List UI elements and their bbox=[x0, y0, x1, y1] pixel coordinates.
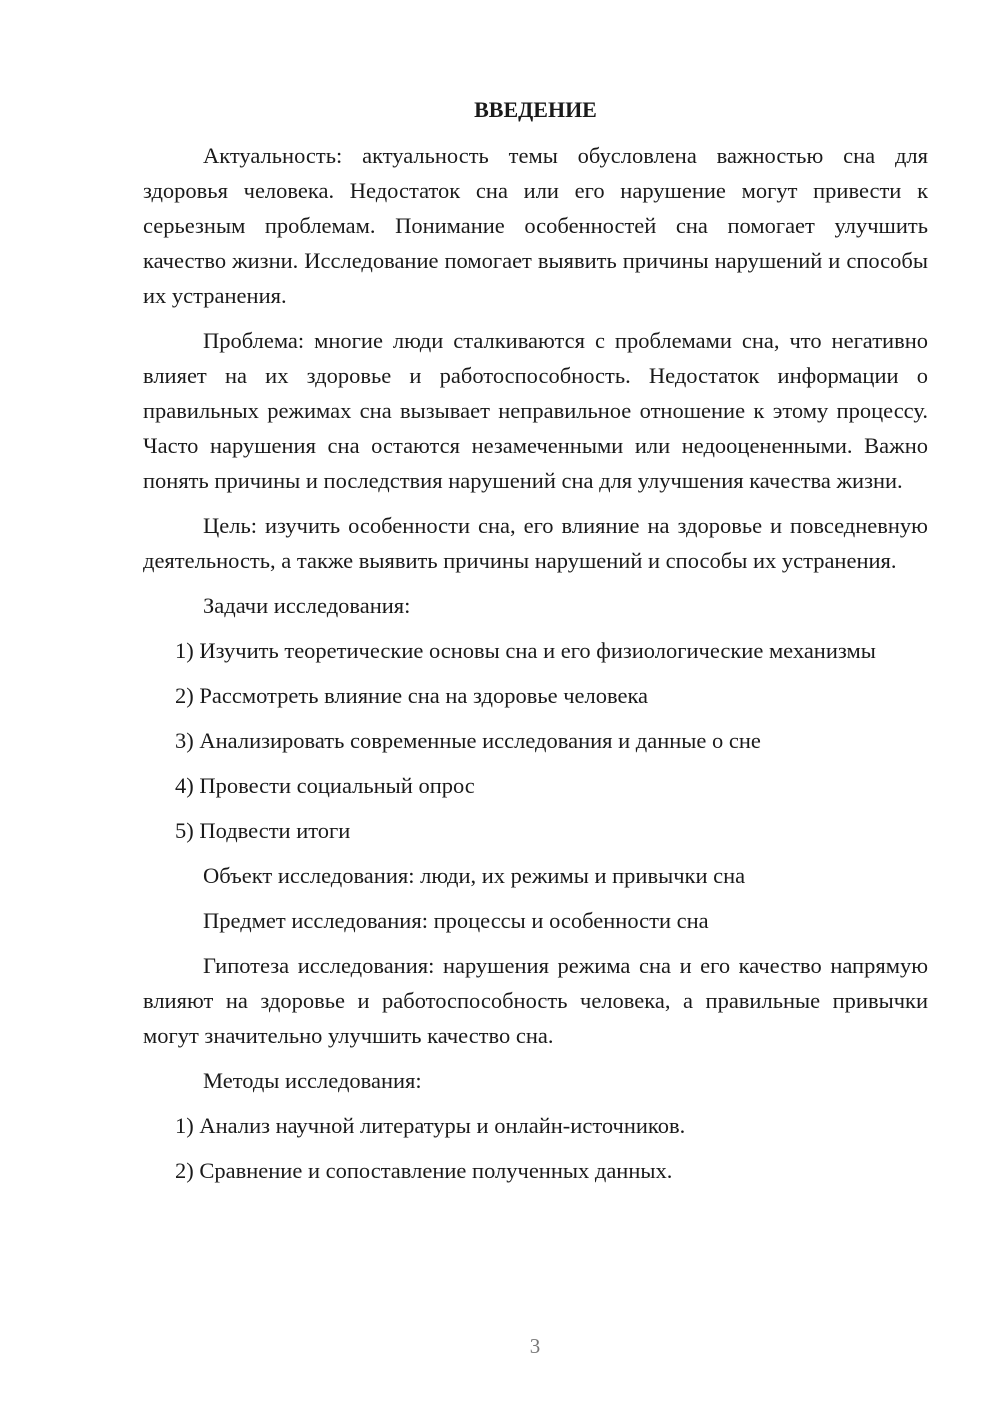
subject-paragraph: Предмет исследования: процессы и особенности сна bbox=[203, 908, 709, 933]
relevance-paragraph: Актуальность: актуальность темы обусловлена важностью сна для здоровья человека. Недостаток сна или его нарушение могут привести к серьезным проблемам. Понимание особенностей сна помогает улучшить качество жизни. Исследование помогает выявить причины нарушений и способы их устранения. bbox=[143, 143, 928, 308]
task-item: 2) Рассмотреть влияние сна на здоровье человека bbox=[175, 683, 649, 708]
object-paragraph: Объект исследования: люди, их режимы и привычки сна bbox=[203, 863, 746, 888]
hypothesis-paragraph: Гипотеза исследования: нарушения режима сна и его качество напрямую влияют на здоровье и работоспособность человека, а правильные привычки могут значительно улучшить качество сна. bbox=[143, 953, 928, 1048]
task-item: 5) Подвести итоги bbox=[175, 818, 351, 843]
method-item: 1) Анализ научной литературы и онлайн-источников. bbox=[175, 1113, 686, 1138]
document-page bbox=[143, 92, 928, 1198]
page-number: 3 bbox=[529, 1334, 541, 1358]
goal-paragraph: Цель: изучить особенности сна, его влияние на здоровье и повседневную деятельность, а также выявить причины нарушений и способы их устранения. bbox=[143, 513, 928, 573]
method-item: 2) Сравнение и сопоставление полученных данных. bbox=[175, 1158, 673, 1183]
section-title: ВВЕДЕНИЕ bbox=[474, 97, 597, 122]
task-item: 1) Изучить теоретические основы сна и его физиологические механизмы bbox=[175, 638, 876, 663]
task-item: 4) Провести социальный опрос bbox=[175, 773, 475, 798]
methods-heading: Методы исследования: bbox=[203, 1068, 422, 1093]
problem-paragraph: Проблема: многие люди сталкиваются с проблемами сна, что негативно влияет на их здоровье и работоспособность. Недостаток информации о правильных режимах сна вызывает неправильное отношение к этому процессу. Часто нарушения сна остаются незамеченными или недооцененными. Важно понять причины и последствия нарушений сна для улучшения качества жизни. bbox=[143, 328, 928, 493]
tasks-heading: Задачи исследования: bbox=[203, 593, 411, 618]
task-item: 3) Анализировать современные исследования и данные о сне bbox=[175, 728, 761, 753]
